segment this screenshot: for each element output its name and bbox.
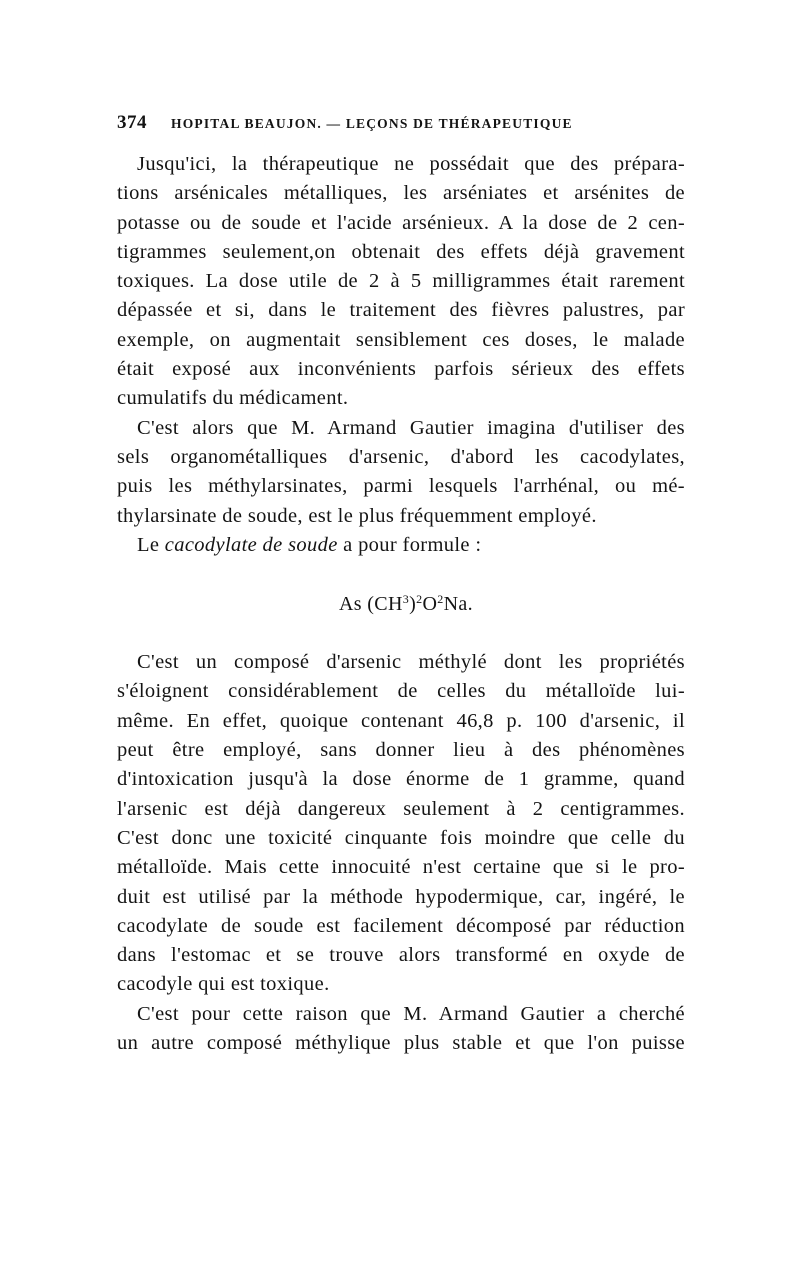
formula-part: ) — [409, 593, 417, 616]
text-line: peut être employé, sans donner lieu à des phénomènes — [117, 739, 685, 762]
text-line: thylarsinate de soude, est le plus fréquemment employé. — [117, 504, 597, 527]
text-line: même. En effet, quoique contenant 46,8 p. 100 d'arsenic, il — [117, 709, 685, 732]
text-line: dans l'estomac et se trouve alors transformé en oxyde de — [117, 944, 685, 967]
text-line: s'éloignent considérablement de celles du métalloïde lui- — [117, 680, 685, 703]
italic-term: cacodylate de soude — [164, 533, 338, 556]
text-line: cacodylate de soude est facilement décomposé par réduction — [117, 914, 685, 937]
book-page — [117, 112, 685, 1058]
text-line: Jusqu'ici, la thérapeutique ne possédait que des prépara- — [137, 153, 685, 175]
formula-part: As (CH — [338, 593, 403, 616]
text-line: C'est donc une toxicité cinquante fois moindre que celle du — [117, 826, 685, 849]
text-line: potasse ou de soude et l'acide arsénieux. A la dose de 2 cen- — [117, 211, 685, 234]
text-line: tions arsénicales métalliques, les arséniates et arsénites de — [117, 182, 685, 205]
body-text — [117, 150, 685, 1058]
text-line: exemple, on augmentait sensiblement ces doses, le malade — [117, 328, 685, 351]
formula-superscript: 3 — [402, 592, 410, 607]
text-line: C'est un composé d'arsenic méthylé dont les propriétés — [137, 651, 685, 674]
text-line: était exposé aux inconvénients parfois sérieux des effets — [117, 358, 685, 381]
running-head — [117, 112, 685, 136]
text-line: C'est alors que M. Armand Gautier imagina d'utiliser des — [137, 416, 685, 439]
paragraph-1 — [117, 150, 685, 414]
running-title: HOPITAL BEAUJON. — LEÇONS DE THÉRAPEUTIQUE — [171, 116, 573, 131]
text-line: d'intoxication jusqu'à la dose énorme de 1 gramme, quand — [117, 768, 685, 791]
text-line: puis les méthylarsinates, parmi lesquels l'arrhénal, ou mé- — [117, 475, 685, 498]
text-segment: a pour formule : — [337, 533, 482, 556]
text-line: cacodyle qui est toxique. — [117, 973, 330, 996]
text-line: dépassée et si, dans le traitement des fièvres palustres, par — [117, 299, 685, 322]
text-line: l'arsenic est déjà dangereux seulement à 2 centigrammes. — [117, 797, 685, 820]
text-line: métalloïde. Mais cette innocuité n'est certaine que si le pro- — [117, 856, 685, 879]
page-number: 374 — [117, 112, 147, 133]
paragraph-3 — [117, 531, 685, 560]
text-line: cumulatifs du médicament. — [117, 387, 349, 410]
formula-superscript: 2 — [416, 592, 423, 607]
text-line: un autre composé méthylique plus stable et que l'on puisse — [117, 1032, 685, 1055]
text-line: sels organométalliques d'arsenic, d'abord les cacodylates, — [117, 445, 685, 468]
text-line: C'est pour cette raison que M. Armand Gautier a cherché — [137, 1002, 685, 1025]
text-line: toxiques. La dose utile de 2 à 5 milligrammes était rarement — [117, 270, 685, 293]
text-segment: Le — [137, 533, 165, 556]
paragraph-4 — [117, 648, 685, 1000]
chemical-formula — [117, 589, 685, 619]
text-line: tigrammes seulement,on obtenait des effets déjà gravement — [117, 240, 685, 263]
paragraph-5 — [117, 1000, 685, 1059]
text-line — [117, 531, 685, 560]
formula-superscript: 2 — [437, 592, 444, 607]
formula-part: Na. — [443, 593, 474, 616]
text-line: duit est utilisé par la méthode hypodermique, car, ingéré, le — [117, 885, 685, 908]
formula-part: O — [422, 593, 438, 616]
paragraph-2 — [117, 414, 685, 531]
